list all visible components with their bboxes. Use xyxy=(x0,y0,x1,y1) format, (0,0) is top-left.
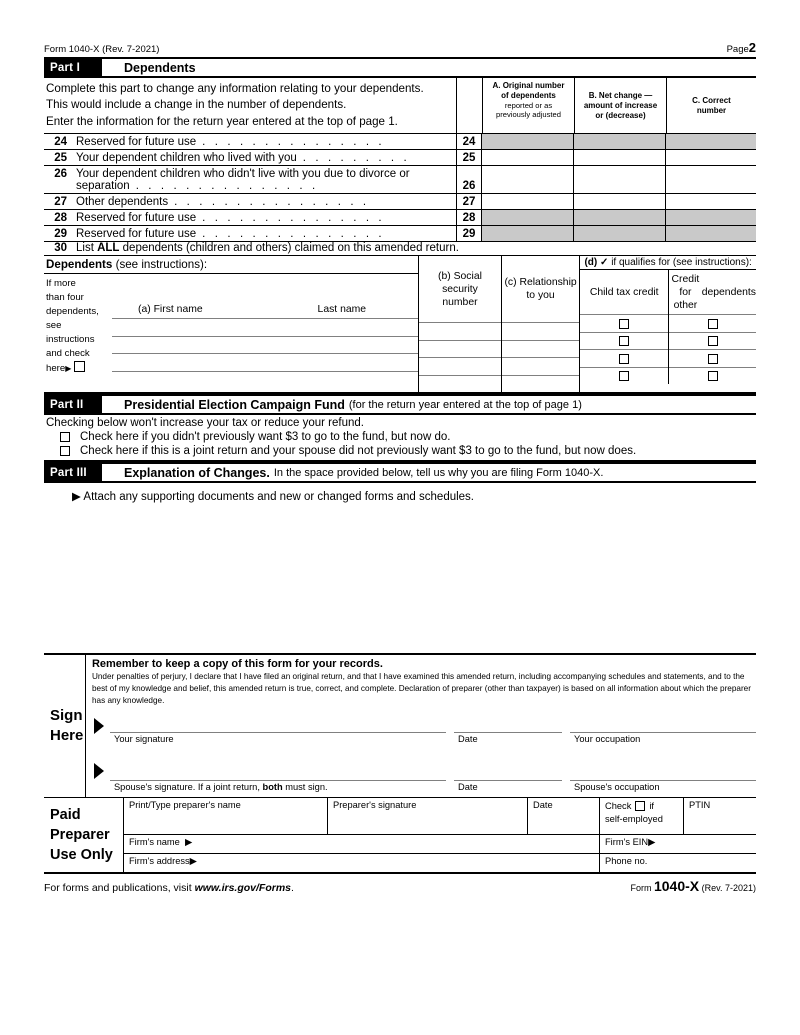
other-credit-line1: Credit for other xyxy=(671,273,700,311)
preparer-signature-field[interactable]: Preparer's signature xyxy=(328,798,528,834)
dependent-relationship-row-1[interactable] xyxy=(502,322,579,340)
part-3-tag: Part III xyxy=(44,464,102,481)
column-header-spacer xyxy=(456,78,482,133)
row-24-box-number: 24 xyxy=(456,134,482,149)
part-2-body xyxy=(44,415,756,462)
ptin-field[interactable]: PTIN xyxy=(689,800,711,811)
table-row-27 xyxy=(44,194,756,210)
row-25-col-c[interactable] xyxy=(666,150,756,165)
column-b-line1: B. Net change — xyxy=(588,91,653,101)
self-employed-field[interactable] xyxy=(600,798,684,834)
dependent-ssn-row-2[interactable] xyxy=(419,340,501,358)
row-25-col-b[interactable] xyxy=(574,150,666,165)
firm-ein-arrow-icon: ▶ xyxy=(648,837,656,848)
check-mark-icon: ✓ xyxy=(600,257,609,269)
row-25-number: 25 xyxy=(54,152,67,165)
row-27-label: Other dependents . . . . . . . . . . . . . . . . xyxy=(76,196,370,209)
campaign-fund-option-1[interactable] xyxy=(44,430,756,444)
firm-name-field[interactable]: Firm's name ▶ xyxy=(124,835,600,853)
column-a-sub2: previously adjusted xyxy=(495,110,561,120)
row-24-label: Reserved for future use . . . . . . . . . . . . . . . xyxy=(76,136,385,149)
other-credit-checkbox-3[interactable] xyxy=(708,354,718,364)
dependents-note xyxy=(44,274,112,388)
paid-preparer-line3: Use Only xyxy=(50,847,113,864)
table-row-30 xyxy=(44,242,756,256)
dependent-relationship-row-3[interactable] xyxy=(502,357,579,375)
footer-form-number: 1040-X xyxy=(653,878,700,895)
leader-dots: . . . . . . . . . . . . . . . . xyxy=(174,196,370,209)
row-24-col-a[interactable] xyxy=(482,134,574,149)
part-2-intro: Checking below won't increase your tax or reduce your refund. xyxy=(46,417,364,430)
dependents-heading-bold: Dependents xyxy=(46,258,113,272)
other-credit-checkbox-1[interactable] xyxy=(708,319,718,329)
paid-preparer-section xyxy=(44,797,756,874)
column-header-b xyxy=(574,78,666,133)
column-a-line1: A. Original number xyxy=(492,81,565,90)
note-line-1: If more xyxy=(46,278,76,290)
page-footer xyxy=(44,874,756,894)
other-credit-cell-2[interactable] xyxy=(669,332,756,350)
part-1-title: Dependents xyxy=(124,60,196,75)
relationship-header-line2: to you xyxy=(526,290,555,302)
right-arrow-icon: ▶ xyxy=(65,364,72,374)
row-28-col-b[interactable] xyxy=(574,210,666,225)
footer-publications-note: For forms and publications, visit www.irs.gov/Forms. xyxy=(44,882,294,895)
row-25-label: Your dependent children who lived with you . . . . . . . . . xyxy=(76,152,410,165)
leader-dots: . . . . . . . . . . . . . . . xyxy=(202,212,385,225)
sign-here-line2: Here xyxy=(50,727,84,745)
sign-here-section xyxy=(44,653,756,797)
firm-address-field[interactable]: Firm's address▶ xyxy=(124,854,600,872)
last-name-header: Last name xyxy=(317,304,367,316)
note-line-7: here▶ xyxy=(46,361,112,376)
note-line-3: dependents, xyxy=(46,306,99,318)
spouse-occupation-field[interactable]: Spouse's occupation xyxy=(570,780,756,797)
paid-preparer-label xyxy=(44,798,124,872)
other-credit-cell-1[interactable] xyxy=(669,314,756,332)
leader-dots: . . . . . . . . . xyxy=(302,152,410,165)
child-tax-credit-header: Child tax credit xyxy=(589,286,659,298)
column-b-line3: or (decrease) xyxy=(595,111,646,121)
row-30-emphasis: ALL xyxy=(97,242,120,255)
column-a-sub1: reported or as xyxy=(504,101,553,110)
page-number-label: Page2 xyxy=(726,40,756,55)
sign-here-label xyxy=(44,655,86,797)
part-1-tag: Part I xyxy=(44,59,102,76)
column-c-line2: number xyxy=(696,106,727,116)
dependents-left-block xyxy=(44,256,418,392)
note-line-2: than four xyxy=(46,292,84,304)
column-header-c xyxy=(666,78,756,133)
other-dependents-credit-column xyxy=(668,270,756,384)
spouse-signature-row xyxy=(86,749,756,797)
part-2-subtitle: (for the return year entered at the top of page 1) xyxy=(348,398,582,411)
row-24-number: 24 xyxy=(54,136,67,149)
row-27-box-number: 27 xyxy=(456,194,482,209)
row-26-col-c[interactable] xyxy=(666,166,756,193)
explanation-of-changes-area[interactable] xyxy=(44,503,756,653)
row-26-col-b[interactable] xyxy=(574,166,666,193)
preparer-row-1 xyxy=(124,798,756,835)
dependents-relationship-column xyxy=(501,256,579,392)
child-tax-credit-column xyxy=(580,270,668,384)
paid-preparer-line2: Preparer xyxy=(50,827,110,844)
paid-preparer-line1: Paid xyxy=(50,807,81,824)
row-26-number: 26 xyxy=(54,168,67,181)
more-than-four-dependents-checkbox[interactable] xyxy=(74,361,85,372)
row-26-label xyxy=(76,166,456,193)
preparer-row-3 xyxy=(124,854,756,872)
sign-here-content xyxy=(86,655,756,797)
spouse-signature-field[interactable]: Spouse's signature. If a joint return, both must sign. xyxy=(110,780,446,797)
child-tax-credit-checkbox-4[interactable] xyxy=(619,371,629,381)
dependents-heading: Dependents (see instructions): xyxy=(44,256,418,274)
campaign-fund-option-2[interactable] xyxy=(44,444,756,458)
row-25-box-number: 25 xyxy=(456,150,482,165)
part-2-title: Presidential Election Campaign Fund (for the return year entered at the top of page 1) xyxy=(124,397,582,412)
dependent-ssn-row-3[interactable] xyxy=(419,357,501,375)
other-credit-line2: dependents xyxy=(701,286,756,298)
campaign-fund-checkbox-2[interactable] xyxy=(60,446,70,456)
self-employed-check-label: Check xyxy=(605,801,632,812)
note-line-6: and check xyxy=(46,348,90,360)
spouse-signature-arrow-icon xyxy=(92,749,106,797)
row-27-col-a[interactable] xyxy=(482,194,574,209)
preparer-row-2 xyxy=(124,835,756,854)
perjury-statement: Under penalties of perjury, I declare that I have filed an original return, and that I have examined this amended return, including accompanying schedules and statements, and to the best of my knowledge and belief, this amended return is true, correct, and complete. Declaration of preparer (other than taxpayer) is based on all information about which the preparer has any knowledge. xyxy=(91,672,751,706)
dependent-relationship-row-4[interactable] xyxy=(502,375,579,393)
leader-dots: . . . . . . . . . . . . . . . xyxy=(202,228,385,241)
other-credit-checkbox-2[interactable] xyxy=(708,336,718,346)
row-30-label: List ALL dependents (children and others) claimed on this amended return. xyxy=(76,242,459,255)
part-1-instructions xyxy=(44,78,456,133)
instruction-line-3: Enter the information for the return year entered at the top of page 1. xyxy=(46,114,398,128)
table-row-28 xyxy=(44,210,756,226)
other-credit-checkbox-4[interactable] xyxy=(708,371,718,381)
row-26-label-line1: Your dependent children who didn't live with you due to divorce or xyxy=(76,168,410,181)
dependent-name-row-2[interactable] xyxy=(112,336,418,354)
child-tax-credit-checkbox-2[interactable] xyxy=(619,336,629,346)
other-credit-cell-3[interactable] xyxy=(669,349,756,367)
instruction-line-2: This would include a change in the number of dependents. xyxy=(46,98,347,112)
firm-ein-field[interactable]: Firm's EIN▶ xyxy=(605,837,656,848)
taxpayer-signature-row xyxy=(86,707,756,749)
your-signature-date-field[interactable]: Date xyxy=(454,732,562,749)
child-tax-credit-cell-3[interactable] xyxy=(580,349,668,367)
paid-preparer-fields xyxy=(124,798,756,872)
campaign-fund-label-1: Check here if you didn't previously want $3 to go to the fund, but now do. xyxy=(80,431,451,444)
dependent-ssn-row-1[interactable] xyxy=(419,322,501,340)
column-b-line2: amount of increase xyxy=(583,101,658,111)
keep-copy-reminder: Remember to keep a copy of this form for your records. xyxy=(91,658,383,671)
spouse-signature-emphasis: both xyxy=(262,782,283,793)
form-reference: Form 1040-X (Rev. 7-2021) xyxy=(44,44,160,55)
row-25-col-a[interactable] xyxy=(482,150,574,165)
dependent-name-row-3[interactable] xyxy=(112,353,418,371)
signature-arrow-icon xyxy=(92,707,106,749)
table-row-29 xyxy=(44,226,756,241)
other-dependents-credit-header xyxy=(669,270,756,314)
relationship-header xyxy=(502,256,579,322)
form-sheet xyxy=(44,40,756,894)
part-2-banner xyxy=(44,394,756,415)
row-28-col-a[interactable] xyxy=(482,210,574,225)
row-28-label: Reserved for future use . . . . . . . . . . . . . . . xyxy=(76,212,385,225)
row-29-col-a[interactable] xyxy=(482,226,574,241)
column-a-line2: of dependents xyxy=(501,91,556,100)
row-28-box-number: 28 xyxy=(456,210,482,225)
dependent-name-row-4[interactable] xyxy=(112,371,418,389)
dependent-name-row-1[interactable] xyxy=(112,318,418,336)
row-26-box-number: 26 xyxy=(456,166,482,193)
dependents-table xyxy=(44,256,756,394)
child-tax-credit-cell-4[interactable] xyxy=(580,367,668,385)
your-occupation-field[interactable]: Your occupation xyxy=(570,732,756,749)
relationship-header-line1: (c) Relationship xyxy=(504,277,577,289)
row-29-col-b[interactable] xyxy=(574,226,666,241)
dependent-relationship-row-2[interactable] xyxy=(502,340,579,358)
firm-phone-field[interactable]: Phone no. xyxy=(605,856,648,867)
note-line-4: see xyxy=(46,320,62,332)
preparer-date-field[interactable]: Date xyxy=(528,798,600,834)
page-number: 2 xyxy=(748,40,756,55)
part-3-subtitle: In the space provided below, tell us why you are filing Form 1040-X. xyxy=(273,466,604,479)
leader-dots: . . . . . . . . . . . . . . . xyxy=(202,136,385,149)
row-27-col-b[interactable] xyxy=(574,194,666,209)
dependent-ssn-row-4[interactable] xyxy=(419,375,501,393)
row-29-number: 29 xyxy=(54,228,67,241)
ssn-header-line2: number xyxy=(442,296,478,308)
note-line-5: instructions xyxy=(46,334,95,346)
dependents-name-column xyxy=(112,274,418,388)
column-c-line1: C. Correct xyxy=(692,96,731,106)
footer-form-id: Form 1040-X (Rev. 7-2021) xyxy=(630,878,756,895)
table-row-26 xyxy=(44,166,756,194)
self-employed-label: self-employed xyxy=(605,813,663,824)
table-row-25 xyxy=(44,150,756,166)
firm-address-arrow-icon: ▶ xyxy=(189,856,197,867)
firm-name-arrow-icon: ▶ xyxy=(185,837,193,848)
campaign-fund-checkbox-1[interactable] xyxy=(60,432,70,442)
row-29-label: Reserved for future use . . . . . . . . . . . . . . . xyxy=(76,228,385,241)
part-1-banner xyxy=(44,57,756,78)
qualifies-prefix: (d) xyxy=(584,257,598,269)
preparer-name-field[interactable]: Print/Type preparer's name xyxy=(124,798,328,834)
campaign-fund-label-2: Check here if this is a joint return and your spouse did not previously want $3 to go to the fund, but now does. xyxy=(80,445,637,458)
dependents-name-headers xyxy=(112,274,418,318)
row-27-col-c[interactable] xyxy=(666,194,756,209)
page-header xyxy=(44,40,756,57)
irs-forms-url[interactable]: www.irs.gov/Forms xyxy=(194,882,292,895)
row-24-col-c[interactable] xyxy=(666,134,756,149)
row-28-number: 28 xyxy=(54,212,67,225)
self-employed-checkbox[interactable] xyxy=(635,801,645,811)
part-1-intro-row xyxy=(44,78,756,134)
spouse-signature-date-field[interactable]: Date xyxy=(454,780,562,797)
part-3-title: Explanation of Changes. In the space provided below, tell us why you are filing Form 1040-X. xyxy=(124,465,604,480)
row-29-box-number: 29 xyxy=(456,226,482,241)
other-credit-cell-4[interactable] xyxy=(669,367,756,385)
child-tax-credit-cell-1[interactable] xyxy=(580,314,668,332)
dependents-qualifies-column xyxy=(579,256,756,392)
row-27-number: 27 xyxy=(54,196,67,209)
row-24-col-b[interactable] xyxy=(574,134,666,149)
first-name-header: (a) First name xyxy=(138,304,203,316)
instruction-line-1: Complete this part to change any information relating to your dependents. xyxy=(46,82,424,95)
part-3-banner xyxy=(44,462,756,483)
part-2-tag: Part II xyxy=(44,396,102,413)
child-tax-credit-cell-2[interactable] xyxy=(580,332,668,350)
part-3-attach-note: ▶ Attach any supporting documents and new or changed forms and schedules. xyxy=(72,491,475,504)
dependents-ssn-column xyxy=(418,256,501,392)
self-employed-if-label: if xyxy=(649,801,655,812)
dependent-count-rows xyxy=(44,134,756,242)
your-signature-field[interactable]: Your signature xyxy=(110,732,446,749)
child-tax-credit-checkbox-1[interactable] xyxy=(619,319,629,329)
leader-dots: . . . . . . . . . . . . . . . xyxy=(135,180,319,193)
sign-here-line1: Sign xyxy=(50,706,83,724)
ssn-header-line1: (b) Social security xyxy=(438,270,482,295)
row-28-col-c[interactable] xyxy=(666,210,756,225)
row-26-col-a[interactable] xyxy=(482,166,574,193)
row-29-col-c[interactable] xyxy=(666,226,756,241)
row-30-number: 30 xyxy=(54,242,67,255)
child-tax-credit-checkbox-3[interactable] xyxy=(619,354,629,364)
qualifies-header: (d) ✓ if qualifies for (see instructions): xyxy=(580,256,756,270)
ssn-header xyxy=(419,256,501,322)
table-row-24 xyxy=(44,134,756,150)
row-26-label-line2: separation . . . . . . . . . . . . . . . xyxy=(76,180,319,193)
column-header-a xyxy=(482,78,574,133)
